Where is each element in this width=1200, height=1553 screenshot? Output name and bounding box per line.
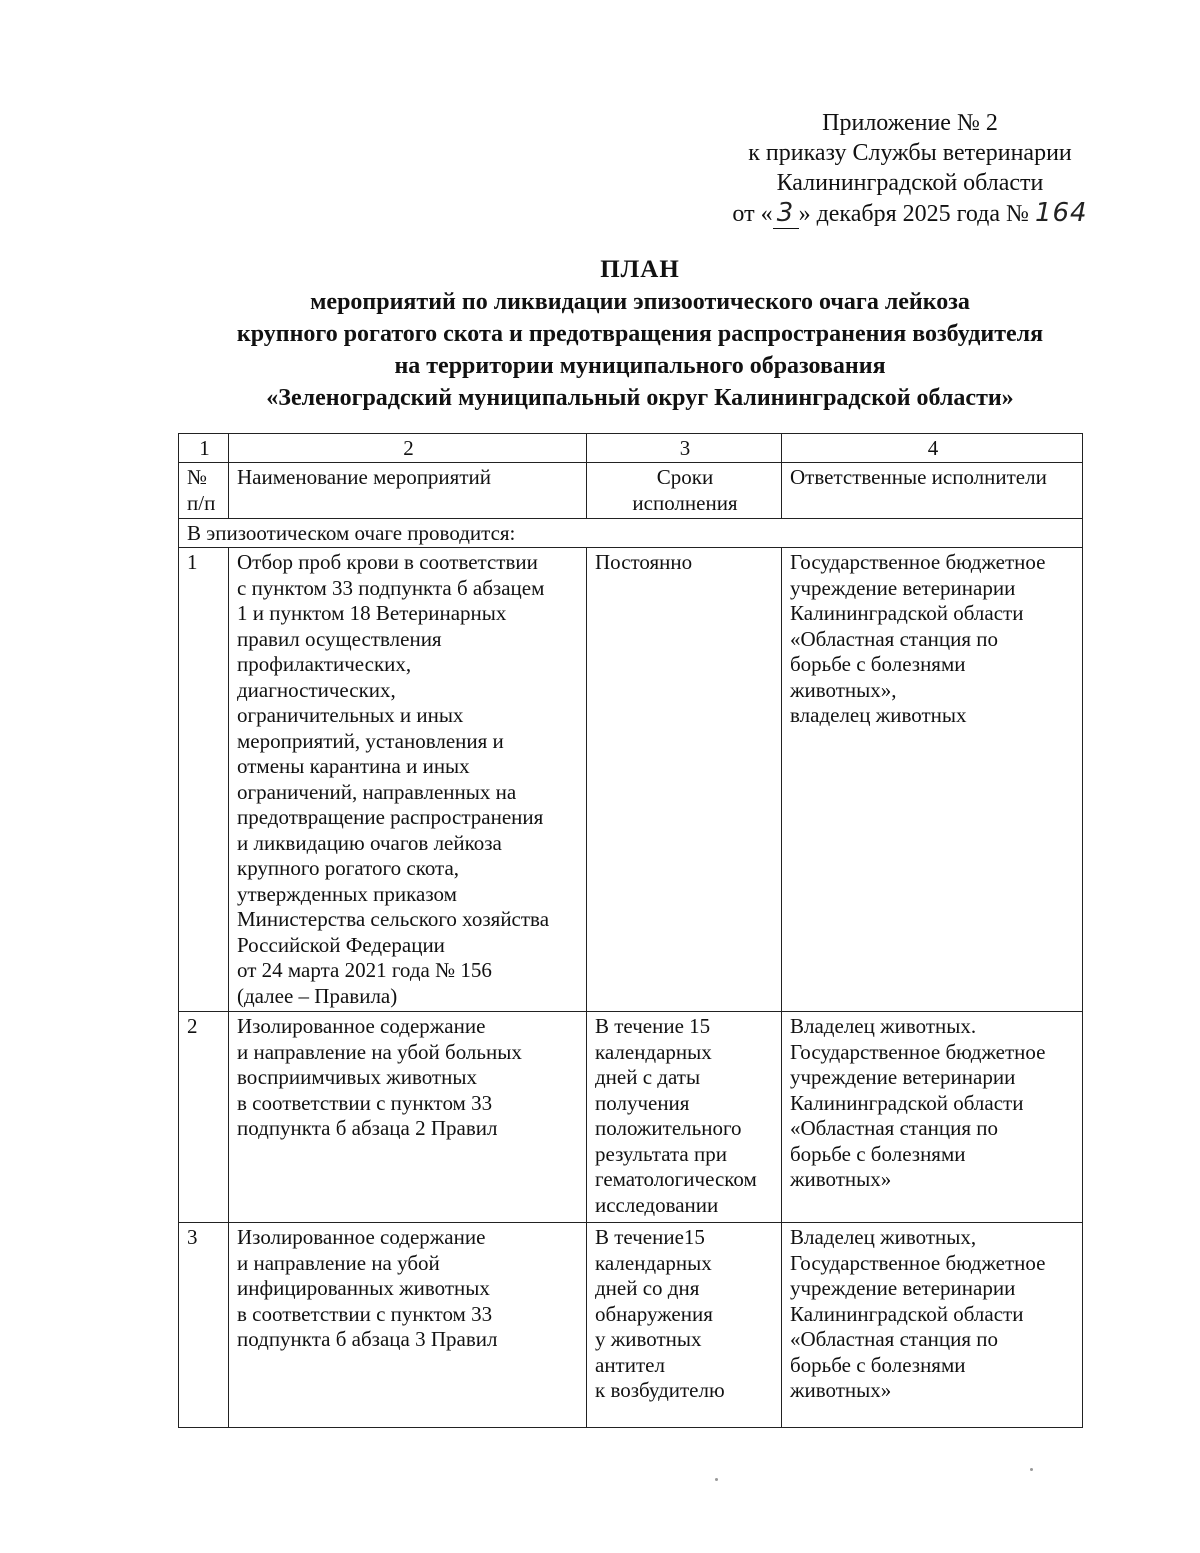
row-number: 2 (179, 1012, 229, 1223)
appendix-title: Приложение № 2 (822, 110, 998, 136)
table-row (179, 548, 1083, 1012)
appendix-block (700, 108, 1120, 229)
table-row (179, 1012, 1083, 1223)
row-deadline: В течение15 календарных дней со дня обнаружения у животных антител к возбудителю (587, 1223, 782, 1428)
column-number-row (179, 434, 1083, 463)
row-deadline: В течение 15 календарных дней с даты получения положительного результата при гематологическом исследовании (587, 1012, 782, 1223)
column-number: 2 (229, 434, 587, 463)
column-number: 1 (179, 434, 229, 463)
subtitle-line: мероприятий по ликвидации эпизоотического очага лейкоза (310, 289, 970, 315)
header-row (179, 463, 1083, 519)
scan-speck (715, 1478, 718, 1481)
appendix-order-ref: к приказу Службы ветеринарии (748, 140, 1072, 166)
row-number: 3 (179, 1223, 229, 1428)
appendix-region: Калининградской области (776, 170, 1044, 196)
section-row (179, 519, 1083, 548)
row-number: 1 (179, 548, 229, 1012)
appendix-date-line (700, 198, 1120, 229)
subtitle-line: крупного рогатого скота и предотвращения распространения возбудителя (236, 321, 1044, 347)
subtitle-line: «Зеленоградский муниципальный округ Калининградской области» (266, 385, 1014, 411)
column-number: 4 (782, 434, 1083, 463)
header-no: № п/п (179, 463, 229, 519)
section-label: В эпизоотическом очаге проводится: (179, 519, 1083, 548)
subtitle-line: на территории муниципального образования (394, 353, 886, 379)
row-responsible: Государственное бюджетное учреждение ветеринарии Калининградской области «Областная станция по борьбе с болезнями животных», владелец животных (782, 548, 1083, 1012)
column-number: 3 (587, 434, 782, 463)
date-day-handwritten: 3 (773, 198, 799, 229)
header-responsible: Ответственные исполнители (782, 463, 1083, 519)
scan-speck (1030, 1468, 1033, 1471)
row-activity: Отбор проб крови в соответствии с пунктом 33 подпункта б абзацем 1 и пунктом 18 Ветеринарных правил осуществления профилактических, диагностических, ограничительных и иных мероприятий, установления и отмены карантина и иных ограничений, направленных на предотвращение распространения и ликвидацию очагов лейкоза крупного рогатого скота, утвержденных приказом Министерства сельского хозяйства Российской Федерации от 24 марта 2021 года № 156 (далее – Правила) (229, 548, 587, 1012)
plan-subtitle (140, 286, 1140, 414)
plan-table (178, 433, 1083, 1428)
order-number-handwritten: 164 (1034, 198, 1088, 228)
row-responsible: Владелец животных, Государственное бюджетное учреждение ветеринарии Калининградской области «Областная станция по борьбе с болезнями животных» (782, 1223, 1083, 1428)
row-activity: Изолированное содержание и направление на убой больных восприимчивых животных в соответствии с пунктом 33 подпункта б абзаца 2 Правил (229, 1012, 587, 1223)
date-middle: » декабря 2025 года № (798, 201, 1029, 227)
plan-title: ПЛАН (600, 256, 680, 283)
table-row (179, 1223, 1083, 1428)
row-activity: Изолированное содержание и направление на убой инфицированных животных в соответствии с пунктом 33 подпункта б абзаца 3 Правил (229, 1223, 587, 1428)
plan-title-block (140, 254, 1140, 414)
row-deadline: Постоянно (587, 548, 782, 1012)
date-prefix: от « (732, 201, 773, 227)
row-responsible: Владелец животных. Государственное бюджетное учреждение ветеринарии Калининградской области «Областная станция по борьбе с болезнями животных» (782, 1012, 1083, 1223)
header-name: Наименование мероприятий (229, 463, 587, 519)
header-deadline: Сроки исполнения (587, 463, 782, 519)
